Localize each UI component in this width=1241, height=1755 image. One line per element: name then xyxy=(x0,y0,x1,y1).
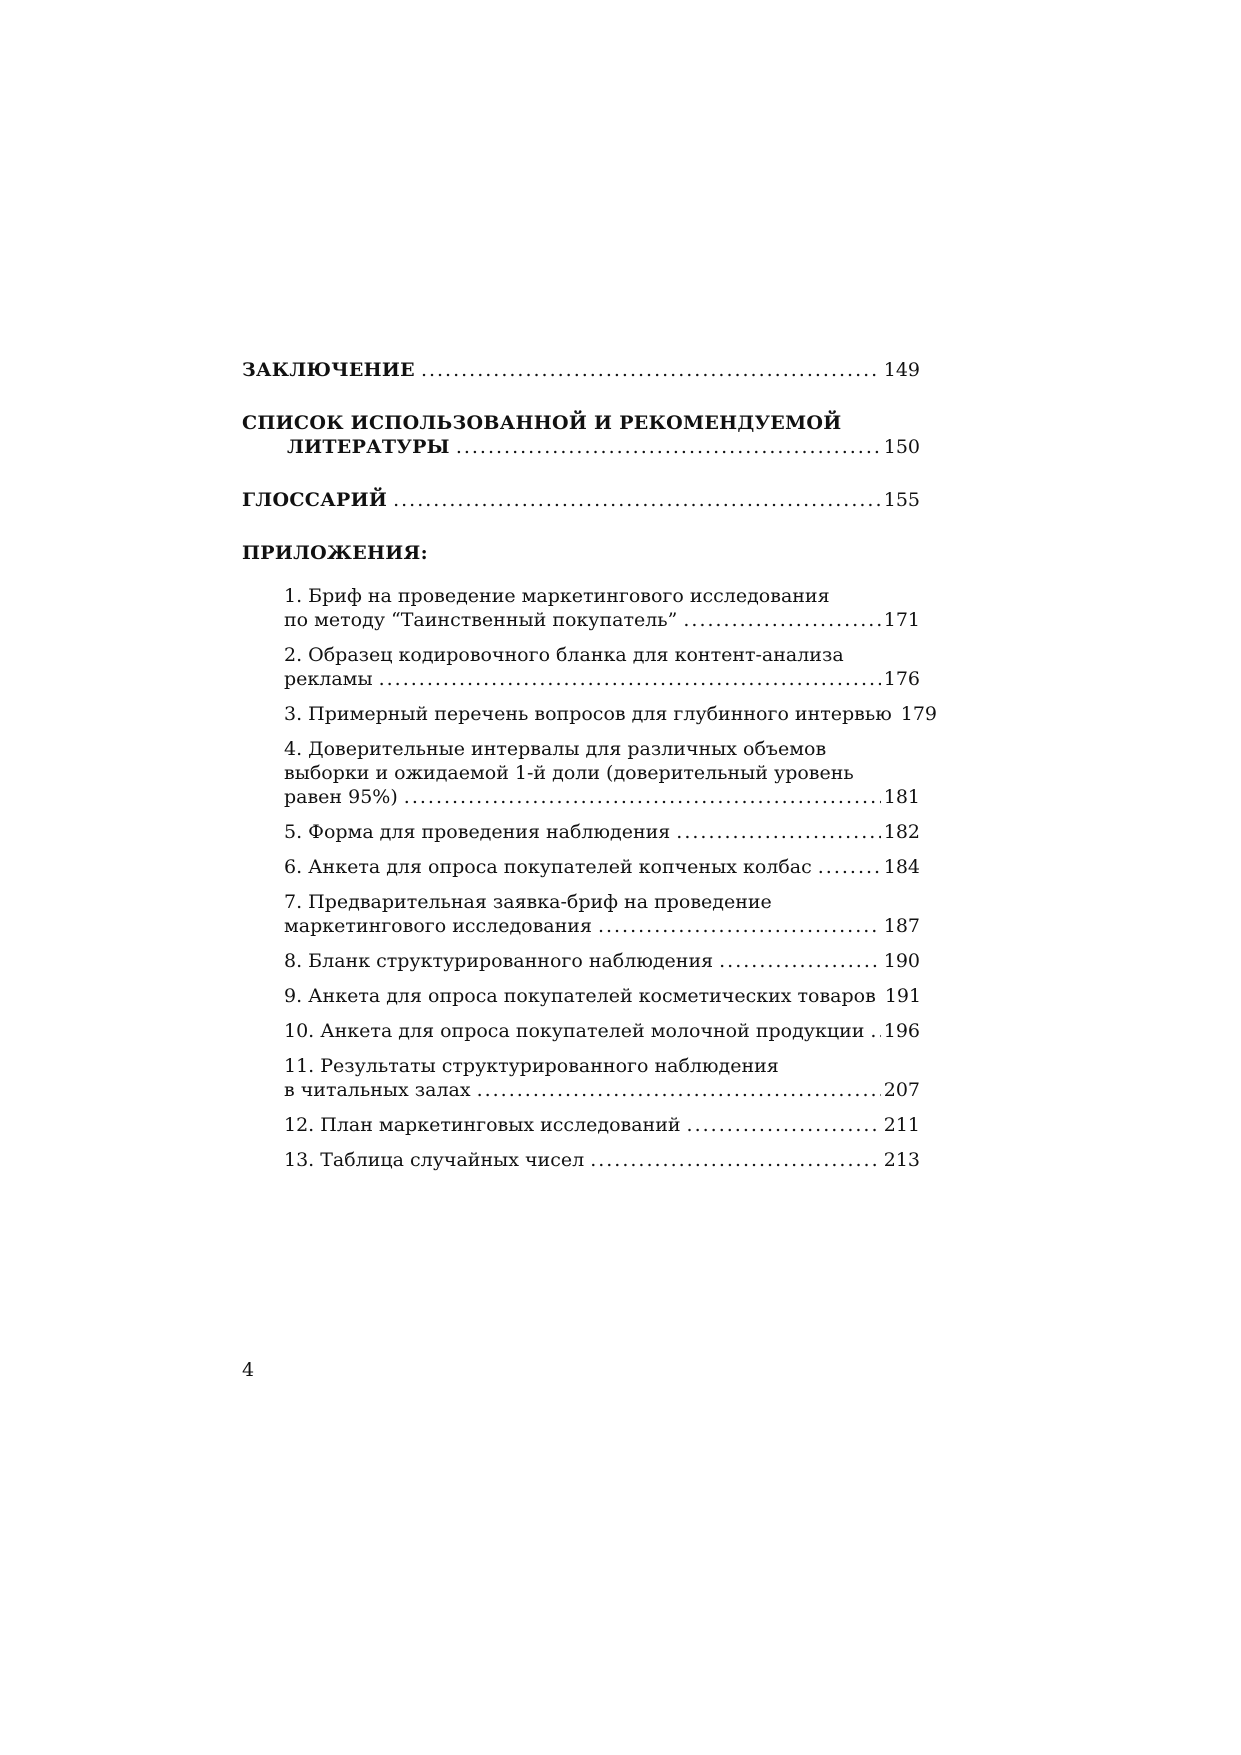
toc-row xyxy=(284,1078,920,1102)
toc-row xyxy=(284,1113,920,1137)
appendices-heading: ПРИЛОЖЕНИЯ: xyxy=(242,542,428,564)
toc-entry-conclusion xyxy=(242,358,920,382)
toc-page-number: 196 xyxy=(883,1020,920,1042)
toc-entry-title-line: ЛИТЕРАТУРЫ xyxy=(287,436,450,458)
appendix-title-line: 11. Результаты структурированного наблюдения xyxy=(284,1055,779,1077)
appendix-title-line: в читальных залах xyxy=(284,1079,471,1101)
appendix-title-line: по методу “Таинственный покупатель” xyxy=(284,609,678,631)
toc-entry-glossary xyxy=(242,488,920,512)
appendix-title-line: рекламы xyxy=(284,668,373,690)
dot-leader xyxy=(598,914,881,938)
appendix-title-line: 5. Форма для проведения наблюдения xyxy=(284,821,671,843)
appendices-list xyxy=(284,584,938,1172)
toc-page-number: 207 xyxy=(883,1079,920,1101)
appendix-title-line: 2. Образец кодировочного бланка для контент-анализа xyxy=(284,644,844,666)
toc-page-number: 176 xyxy=(883,668,920,690)
toc-page-number: 213 xyxy=(883,1149,920,1171)
toc-page-number: 211 xyxy=(883,1114,920,1136)
dot-leader xyxy=(590,1148,881,1172)
dot-leader xyxy=(477,1078,881,1102)
appendix-title-line: выборки и ожидаемой 1-й доли (доверительный уровень xyxy=(284,762,854,784)
toc-page-number: 150 xyxy=(883,436,920,458)
appendix-item xyxy=(284,1054,920,1102)
toc-page-number: 190 xyxy=(883,950,920,972)
toc-row xyxy=(284,1019,920,1043)
appendix-item xyxy=(284,702,938,726)
dot-leader xyxy=(404,785,881,809)
appendix-item xyxy=(284,1113,920,1137)
toc-page-number: 181 xyxy=(883,786,920,808)
toc-page-number: 179 xyxy=(900,703,938,725)
appendix-title-line: 8. Бланк структурированного наблюдения xyxy=(284,950,714,972)
appendix-title-line: маркетингового исследования xyxy=(284,915,592,937)
appendix-item xyxy=(284,949,920,973)
dot-leader xyxy=(818,855,881,879)
toc-row xyxy=(242,358,920,382)
toc-row xyxy=(284,984,920,1008)
toc-row xyxy=(284,785,920,809)
toc-page-number: 182 xyxy=(883,821,920,843)
dot-leader xyxy=(421,358,881,382)
toc-page-number: 184 xyxy=(883,856,920,878)
appendix-item xyxy=(284,737,920,809)
toc-row xyxy=(284,949,920,973)
appendix-item xyxy=(284,584,920,632)
page-number: 4 xyxy=(242,1359,255,1381)
dot-leader xyxy=(683,608,880,632)
appendix-item xyxy=(284,890,920,938)
toc-page-number: 171 xyxy=(883,609,920,631)
appendix-title-line: 4. Доверительные интервалы для различных объемов xyxy=(284,738,827,760)
toc-entry-title: ЗАКЛЮЧЕНИЕ xyxy=(242,359,415,381)
appendix-title-line: 6. Анкета для опроса покупателей копченых колбас xyxy=(284,856,812,878)
dot-leader xyxy=(687,1113,881,1137)
toc-row xyxy=(284,820,920,844)
appendix-item xyxy=(284,855,920,879)
dot-leader xyxy=(870,1019,880,1043)
dot-leader xyxy=(676,820,880,844)
toc-page-number: 187 xyxy=(883,915,920,937)
appendix-item xyxy=(284,1019,920,1043)
appendix-item xyxy=(284,1148,920,1172)
toc-page-number: 191 xyxy=(884,985,922,1007)
appendix-title-line: 9. Анкета для опроса покупателей косметических товаров xyxy=(284,985,876,1007)
toc-row xyxy=(284,667,920,691)
toc-row xyxy=(284,1148,920,1172)
toc-row xyxy=(284,914,920,938)
toc-page-number: 155 xyxy=(883,489,920,511)
toc-entry-title: ГЛОССАРИЙ xyxy=(242,489,388,511)
table-of-contents xyxy=(242,358,938,1183)
toc-page-number: 149 xyxy=(883,359,920,381)
toc-row xyxy=(284,608,920,632)
toc-row xyxy=(284,855,920,879)
appendix-item xyxy=(284,984,920,1008)
appendix-title-line: равен 95%) xyxy=(284,786,398,808)
appendix-title-line: 1. Бриф на проведение маркетингового исследования xyxy=(284,585,830,607)
appendix-title-line: 3. Примерный перечень вопросов для глубинного интервью xyxy=(284,703,892,725)
appendix-item xyxy=(284,820,920,844)
dot-leader xyxy=(719,949,881,973)
toc-entry-title-line: СПИСОК ИСПОЛЬЗОВАННОЙ И РЕКОМЕНДУЕМОЙ xyxy=(242,412,842,434)
appendix-item xyxy=(284,643,920,691)
dot-leader xyxy=(379,667,881,691)
toc-row xyxy=(284,702,938,726)
toc-entry-bibliography xyxy=(242,411,920,459)
appendix-title-line: 7. Предварительная заявка-бриф на проведение xyxy=(284,891,772,913)
dot-leader xyxy=(393,488,881,512)
appendix-title-line: 13. Таблица случайных чисел xyxy=(284,1149,585,1171)
appendix-title-line: 12. План маркетинговых исследований xyxy=(284,1114,681,1136)
toc-row xyxy=(242,488,920,512)
dot-leader xyxy=(456,435,881,459)
toc-row xyxy=(287,435,920,459)
appendix-title-line: 10. Анкета для опроса покупателей молочной продукции xyxy=(284,1020,865,1042)
